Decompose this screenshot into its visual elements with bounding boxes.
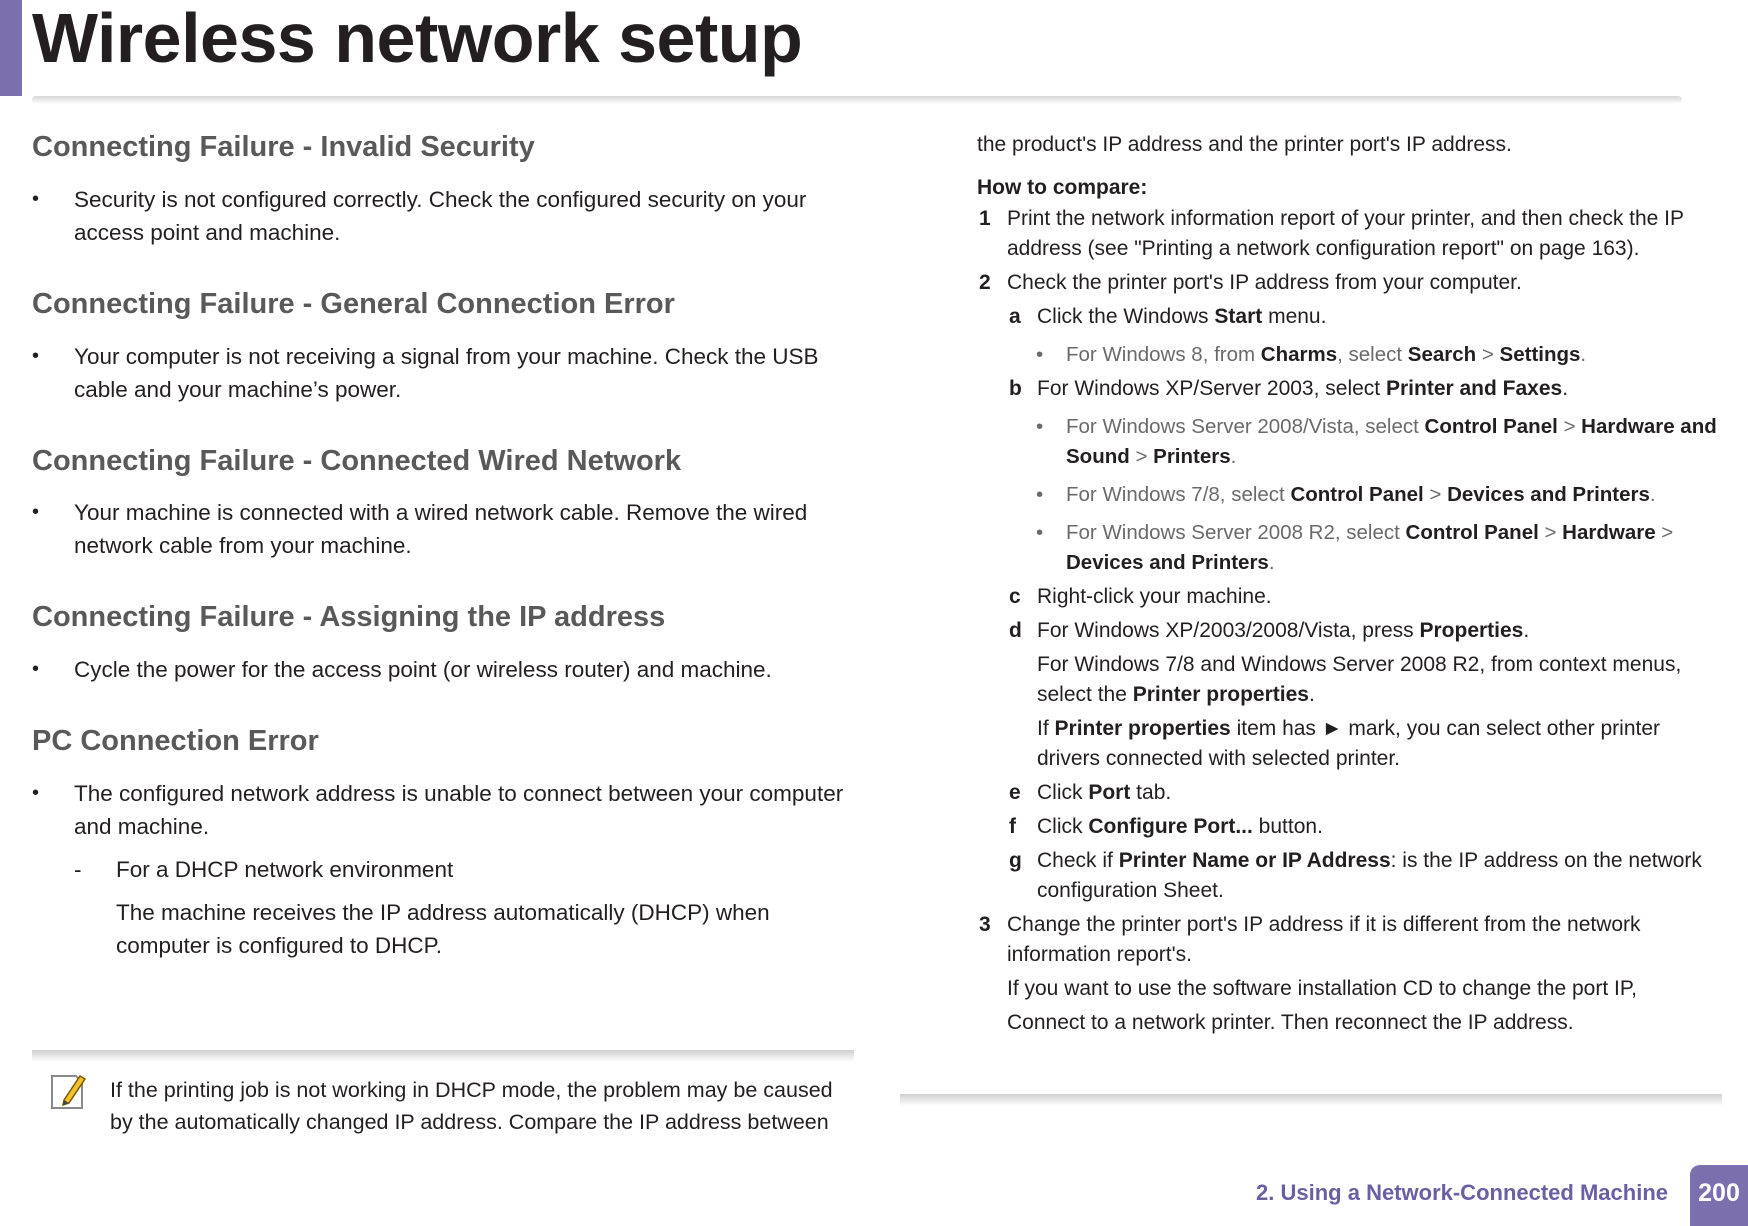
substep-d-detail: If Printer properties item has ► mark, you can select other printer drivers connected with selected printer. [1037,717,1661,770]
right-column-divider [900,1094,1722,1106]
note-divider [32,1050,854,1062]
accent-bar [0,0,22,96]
dash-item: - For a DHCP network environment [74,856,454,882]
substep-b-bullet: • For Windows Server 2008 R2, select Control Panel > Hardware > Devices and Printers. [1036,521,1674,574]
substep-f: f Click Configure Port... button. [1009,815,1323,838]
bullet-item: • Security is not configured correctly. Check the configured security on your access point and machine. [32,186,807,245]
step-3-detail: If you want to use the software installation CD to change the port IP, [1007,977,1637,1000]
section-assigning-ip [32,600,852,686]
bullet-item: • The configured network address is unable to connect between your computer and machine. [32,780,844,839]
step-1: 1 Print the network information report of your printer, and then check the IP address (see "Printing a network configuration report" on page 163). [979,207,1684,260]
bullet-item: • Your machine is connected with a wired network cable. Remove the wired network cable from your machine. [32,500,808,559]
substep-d-detail: For Windows 7/8 and Windows Server 2008 R2, from context menus, select the Printer properties. [1037,653,1682,706]
substep-e: e Click Port tab. [1009,781,1172,804]
title-divider [32,96,1682,104]
footer-chapter: 2. Using a Network-Connected Machine [1256,1180,1668,1205]
how-to-heading: How to compare: [977,176,1148,199]
dash-detail: The machine receives the IP address automatically (DHCP) when computer is configured to DHCP. [116,899,770,958]
bullet-item: • Cycle the power for the access point (or wireless router) and machine. [32,657,772,683]
section-heading: PC Connection Error [32,725,319,758]
bullet-item: • Your computer is not receiving a signal from your machine. Check the USB cable and your machine’s power. [32,343,819,402]
step-3-detail: Connect to a network printer. Then reconnect the IP address. [1007,1011,1574,1034]
section-heading: Connecting Failure - Assigning the IP address [32,601,666,634]
section-wired-network [32,444,852,563]
substep-d: d For Windows XP/2003/2008/Vista, press Properties. [1009,619,1530,642]
left-column [32,130,852,962]
step-3: 3 Change the printer port's IP address if it is different from the network information report's. [979,913,1641,966]
section-heading: Connecting Failure - Connected Wired Network [32,444,682,477]
page-number: 200 [1690,1165,1748,1226]
substep-a: a Click the Windows Start menu. [1009,305,1327,328]
section-general-error [32,287,852,406]
substep-g: g Check if Printer Name or IP Address: is the IP address on the network configuration Sheet. [1009,849,1702,902]
section-invalid-security [32,130,852,249]
note-box [32,1050,854,1226]
section-heading: Connecting Failure - General Connection Error [32,287,675,320]
substep-b: b For Windows XP/Server 2003, select Printer and Faxes. [1009,377,1569,400]
section-pc-connection [32,724,852,962]
substep-b-bullet: • For Windows 7/8, select Control Panel > Devices and Printers. [1036,483,1656,506]
continuation-text: the product's IP address and the printer port's IP address. [977,133,1512,156]
substep-a-bullet: • For Windows 8, from Charms, select Search > Settings. [1036,343,1587,366]
note-text: If the printing job is not working in DHCP mode, the problem may be caused by the automatically changed IP address. Compare the IP address between [110,1078,833,1134]
section-heading: Connecting Failure - Invalid Security [32,131,535,163]
substep-c: c Right-click your machine. [1009,585,1272,608]
note-pencil-icon [48,1070,88,1112]
right-column [977,130,1719,1038]
page-title: Wireless network setup [32,0,803,77]
substep-b-bullet: • For Windows Server 2008/Vista, select Control Panel > Hardware and Sound > Printers. [1036,415,1717,468]
step-2: 2 Check the printer port's IP address from your computer. [979,271,1522,294]
